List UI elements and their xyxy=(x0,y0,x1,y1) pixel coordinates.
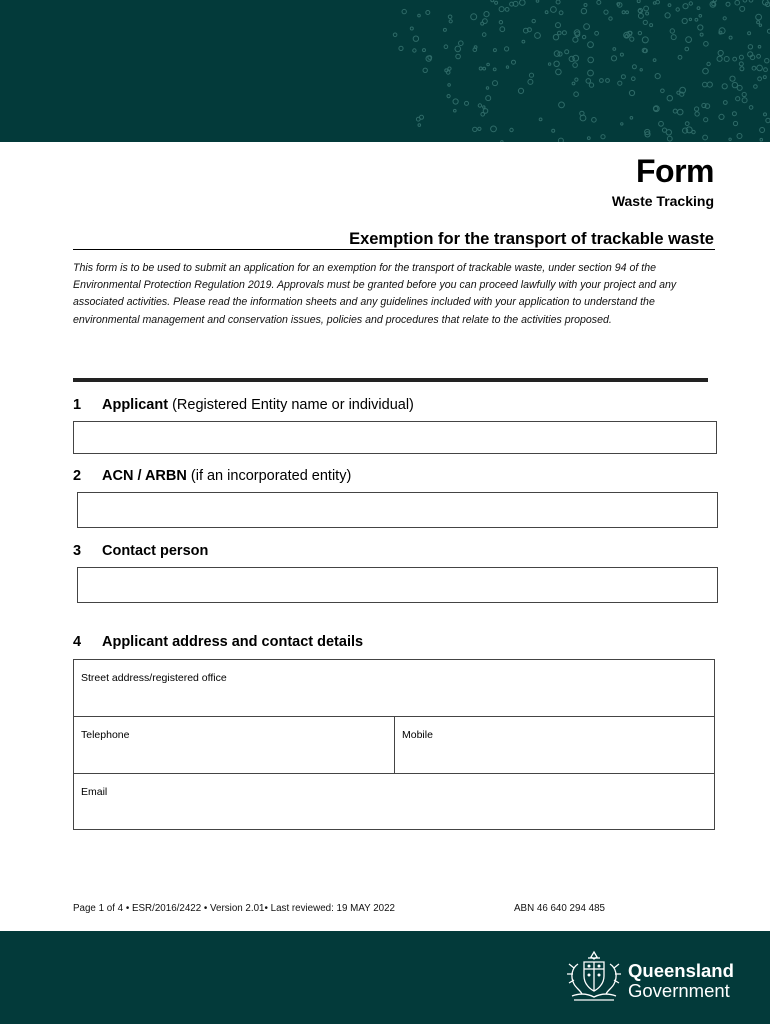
pattern-dot xyxy=(486,87,488,89)
pattern-dot xyxy=(630,117,633,120)
pattern-dot xyxy=(685,47,689,51)
pattern-dot xyxy=(667,96,672,101)
question-number: 3 xyxy=(73,543,82,559)
pattern-dot xyxy=(758,77,762,81)
pattern-dot xyxy=(695,107,699,111)
pattern-dot xyxy=(638,13,643,18)
pattern-dot xyxy=(743,0,747,2)
pattern-dot xyxy=(665,13,670,18)
question-number: 2 xyxy=(73,468,82,484)
pattern-dot xyxy=(729,138,731,140)
pattern-dot xyxy=(682,18,687,23)
pattern-dot xyxy=(455,46,461,52)
email-field[interactable] xyxy=(74,774,714,829)
pattern-dot xyxy=(703,82,708,87)
pattern-dot xyxy=(445,69,448,72)
pattern-dot xyxy=(484,12,489,17)
pattern-dot xyxy=(539,118,542,121)
pattern-dot xyxy=(766,118,770,122)
pattern-dot xyxy=(621,123,623,125)
pattern-dot xyxy=(446,71,450,75)
pattern-dot xyxy=(765,59,769,63)
pattern-dot xyxy=(642,37,648,43)
applicant-input[interactable] xyxy=(73,421,717,454)
pattern-dot xyxy=(759,24,761,26)
pattern-dot xyxy=(748,45,752,49)
telephone-label: Telephone xyxy=(81,729,130,741)
pattern-dot xyxy=(454,109,457,112)
pattern-dot xyxy=(535,33,541,39)
mobile-field[interactable] xyxy=(395,717,714,773)
pattern-dot xyxy=(587,137,590,140)
pattern-dot xyxy=(754,85,758,89)
pattern-dot xyxy=(757,54,761,58)
pattern-dot xyxy=(413,36,418,41)
pattern-dot xyxy=(676,8,679,11)
pattern-dot xyxy=(410,27,413,30)
pattern-dot xyxy=(732,112,736,116)
question-2-label xyxy=(73,468,351,484)
pattern-dot xyxy=(486,96,491,101)
pattern-dot xyxy=(698,25,703,30)
pattern-dot xyxy=(638,31,641,34)
pattern-dot xyxy=(595,31,599,35)
pattern-dot xyxy=(683,128,688,133)
dot-pattern-decoration xyxy=(0,0,770,142)
question-number: 4 xyxy=(73,634,82,650)
pattern-dot xyxy=(581,8,586,13)
pattern-dot xyxy=(444,45,448,49)
abn-number: ABN 46 640 294 485 xyxy=(514,903,605,914)
pattern-dot xyxy=(565,50,569,54)
pattern-dot xyxy=(573,37,578,42)
pattern-dot xyxy=(629,90,634,95)
pattern-dot xyxy=(655,74,660,79)
pattern-dot xyxy=(748,32,751,35)
pattern-dot xyxy=(640,69,642,71)
pattern-dot xyxy=(758,45,761,48)
pattern-dot xyxy=(447,95,450,98)
pattern-dot xyxy=(500,27,505,32)
pattern-dot xyxy=(584,4,587,7)
pattern-dot xyxy=(481,113,485,117)
pattern-dot xyxy=(505,47,509,51)
pattern-dot xyxy=(737,85,742,90)
pattern-dot xyxy=(703,68,709,74)
pattern-dot xyxy=(632,77,636,81)
pattern-dot xyxy=(556,69,562,75)
pattern-dot xyxy=(670,29,674,33)
pattern-dot xyxy=(692,130,695,133)
pattern-dot xyxy=(695,18,698,21)
pattern-dot xyxy=(556,0,560,4)
pattern-dot xyxy=(604,10,608,14)
pattern-dot xyxy=(677,109,683,115)
pattern-dot xyxy=(478,104,481,107)
pattern-dot xyxy=(653,2,656,5)
pattern-dot xyxy=(573,55,579,61)
pattern-dot xyxy=(737,134,742,139)
pattern-dot xyxy=(589,83,593,87)
pattern-dot xyxy=(756,14,762,20)
pattern-dot xyxy=(453,99,458,104)
pattern-dot xyxy=(733,57,737,61)
pattern-dot xyxy=(529,73,533,77)
pattern-dot xyxy=(512,60,516,64)
pattern-dot xyxy=(418,14,421,17)
pattern-dot xyxy=(402,9,406,13)
question-3-label xyxy=(73,543,208,559)
pattern-dot xyxy=(582,35,585,38)
pattern-dot xyxy=(707,62,710,65)
pattern-dot xyxy=(722,84,727,89)
acn-arbn-input[interactable] xyxy=(77,492,718,528)
pattern-dot xyxy=(752,66,756,70)
pattern-dot xyxy=(548,63,550,65)
pattern-dot xyxy=(518,88,523,93)
intro-paragraph: This form is to be used to submit an application for an exemption for the transport of trackable waste, under section 94 of the Environmental Protection Regulation 2019. Approvals must be granted before you can proceed lawfully with your project and any associated activities. Please read the information sheets and any guidelines included with your application to understand the environmental management and conservation issues, policies and procedures that relate to the activities proposed. xyxy=(73,262,677,326)
pattern-dot xyxy=(653,59,656,62)
page-info: Page 1 of 4 • ESR/2016/2422 • Version 2.01• Last reviewed: 19 MAY 2022 xyxy=(73,903,396,914)
pattern-dot xyxy=(668,4,671,7)
pattern-dot xyxy=(522,40,525,43)
pattern-dot xyxy=(491,126,497,132)
pattern-dot xyxy=(588,57,594,63)
pattern-dot xyxy=(646,12,649,15)
pattern-dot xyxy=(501,141,503,142)
pattern-dot xyxy=(448,15,452,19)
pattern-dot xyxy=(764,113,767,116)
pattern-dot xyxy=(586,79,591,84)
pattern-dot xyxy=(551,7,557,13)
pattern-dot xyxy=(499,7,504,12)
form-label: Form xyxy=(636,153,714,189)
pattern-dot xyxy=(637,0,640,3)
pattern-dot xyxy=(416,117,420,121)
pattern-dot xyxy=(683,4,688,9)
pattern-dot xyxy=(573,63,578,68)
pattern-dot xyxy=(689,2,692,5)
question-1-label xyxy=(73,397,414,413)
pattern-dot xyxy=(473,127,477,131)
pattern-dot xyxy=(482,33,486,37)
pattern-dot xyxy=(613,48,616,51)
question-title: Applicant address and contact details xyxy=(102,634,364,650)
pattern-dot xyxy=(736,97,740,101)
pattern-dot xyxy=(487,63,490,66)
street-address-label: Street address/registered office xyxy=(81,672,227,684)
pattern-dot xyxy=(726,2,730,6)
pattern-dot xyxy=(644,6,649,11)
pattern-dot xyxy=(558,31,562,35)
pattern-dot xyxy=(654,107,658,111)
pattern-dot xyxy=(671,35,676,40)
pattern-dot xyxy=(643,20,647,24)
pattern-dot xyxy=(700,33,703,36)
pattern-dot xyxy=(493,49,496,52)
pattern-dot xyxy=(520,0,526,5)
pattern-dot xyxy=(474,46,477,49)
pattern-dot xyxy=(554,61,559,66)
pattern-dot xyxy=(456,54,461,59)
pattern-dot xyxy=(597,0,601,4)
pattern-dot xyxy=(620,53,623,56)
queensland-coat-of-arms-icon xyxy=(564,948,624,1004)
pattern-dot xyxy=(699,15,702,18)
pattern-dot xyxy=(735,0,740,5)
pattern-dot xyxy=(545,11,548,14)
pattern-dot xyxy=(553,35,558,40)
pattern-dot xyxy=(418,124,421,127)
pattern-dot xyxy=(426,11,430,15)
pattern-dot xyxy=(493,68,496,71)
pattern-dot xyxy=(600,79,604,83)
question-title: ACN / ARBN xyxy=(102,468,187,484)
pattern-dot xyxy=(732,82,737,87)
pattern-dot xyxy=(528,79,533,84)
pattern-dot xyxy=(493,81,498,86)
page-title: Exemption for the transport of trackable waste xyxy=(349,230,714,248)
pattern-dot xyxy=(723,101,727,105)
pattern-dot xyxy=(739,55,743,59)
pattern-dot xyxy=(717,56,722,61)
pattern-dot xyxy=(742,92,746,96)
pattern-dot xyxy=(757,21,760,24)
pattern-dot xyxy=(580,115,586,121)
pattern-dot xyxy=(686,37,692,43)
question-4-label xyxy=(73,634,363,650)
pattern-dot xyxy=(659,121,664,126)
pattern-dot xyxy=(449,20,452,23)
section-divider xyxy=(73,378,708,382)
pattern-dot xyxy=(630,37,634,41)
pattern-dot xyxy=(749,0,753,2)
pattern-dot xyxy=(733,121,737,125)
mobile-label: Mobile xyxy=(402,729,433,741)
pattern-dot xyxy=(760,128,765,133)
pattern-dot xyxy=(588,70,594,76)
pattern-dot xyxy=(495,1,498,4)
pattern-dot xyxy=(697,7,700,10)
pattern-dot xyxy=(689,18,691,20)
pattern-dot xyxy=(667,136,672,141)
pattern-dot xyxy=(536,0,539,2)
pattern-dot xyxy=(712,2,715,5)
pattern-dot xyxy=(685,122,689,126)
pattern-dot xyxy=(622,11,625,14)
pattern-dot xyxy=(742,98,747,103)
pattern-dot xyxy=(678,55,682,59)
pattern-dot xyxy=(606,79,610,83)
pattern-dot xyxy=(757,65,763,71)
pattern-dot xyxy=(505,7,509,11)
pattern-dot xyxy=(465,101,469,105)
pattern-dot xyxy=(724,57,729,62)
telephone-field[interactable] xyxy=(74,717,394,773)
pattern-dot xyxy=(562,31,566,35)
pattern-dot xyxy=(479,67,482,70)
pattern-dot xyxy=(749,106,753,110)
question-title: Applicant xyxy=(102,397,169,413)
government-name-line1: Queensland xyxy=(628,960,734,981)
pattern-dot xyxy=(713,0,716,2)
pattern-dot xyxy=(584,24,590,30)
pattern-dot xyxy=(506,66,508,68)
pattern-dot xyxy=(574,92,579,97)
pattern-dot xyxy=(552,129,555,132)
pattern-dot xyxy=(763,76,766,79)
question-title: Contact person xyxy=(102,543,209,559)
pattern-dot xyxy=(730,76,735,81)
pattern-dot xyxy=(448,84,451,87)
pattern-dot xyxy=(707,82,712,87)
government-name-line2: Government xyxy=(628,980,730,1001)
pattern-dot xyxy=(650,24,653,27)
pattern-dot xyxy=(704,118,708,122)
pattern-dot xyxy=(739,62,743,66)
pattern-dot xyxy=(740,67,744,71)
pattern-dot xyxy=(471,14,477,20)
pattern-dot xyxy=(393,33,397,37)
pattern-dot xyxy=(673,109,677,113)
pattern-dot xyxy=(478,127,481,130)
pattern-dot xyxy=(661,89,665,93)
question-note: (Registered Entity name or individual) xyxy=(172,397,414,413)
pattern-dot xyxy=(423,49,426,52)
pattern-dot xyxy=(760,138,763,141)
pattern-dot xyxy=(656,0,660,4)
pattern-dot xyxy=(399,46,403,50)
email-label: Email xyxy=(81,786,108,798)
question-note: (if an incorporated entity) xyxy=(190,468,352,484)
pattern-dot xyxy=(510,128,513,131)
pattern-dot xyxy=(559,11,563,15)
pattern-dot xyxy=(572,82,575,85)
pattern-dot xyxy=(443,28,446,31)
pattern-dot xyxy=(718,50,723,55)
pattern-dot xyxy=(719,114,724,119)
pattern-dot xyxy=(499,21,502,24)
question-number: 1 xyxy=(73,397,82,413)
form-category: Waste Tracking xyxy=(611,193,714,209)
pattern-dot xyxy=(448,67,451,70)
street-address-field[interactable] xyxy=(74,660,714,716)
pattern-dot xyxy=(621,75,625,79)
pattern-dot xyxy=(588,42,594,48)
pattern-dot xyxy=(601,135,605,139)
pattern-dot xyxy=(483,106,485,108)
pattern-dot xyxy=(556,23,561,28)
pattern-dot xyxy=(695,112,699,116)
pattern-dot xyxy=(592,118,597,123)
pattern-dot xyxy=(723,17,726,20)
pattern-dot xyxy=(559,102,565,108)
pattern-dot xyxy=(704,42,709,47)
pattern-dot xyxy=(632,65,636,69)
pattern-dot xyxy=(740,6,745,11)
pattern-dot xyxy=(703,135,708,140)
pattern-dot xyxy=(491,0,494,2)
pattern-dot xyxy=(575,78,578,81)
pattern-dot xyxy=(626,11,629,14)
pattern-dot xyxy=(483,19,488,24)
pattern-dot xyxy=(764,68,768,72)
contact-person-input[interactable] xyxy=(77,567,718,603)
pattern-dot xyxy=(618,81,622,85)
pattern-dot xyxy=(558,138,563,142)
pattern-dot xyxy=(459,41,464,46)
pattern-dot xyxy=(662,128,666,132)
header-banner xyxy=(0,0,770,142)
pattern-dot xyxy=(423,68,427,72)
pattern-dot xyxy=(609,17,612,20)
pattern-dot xyxy=(729,36,732,39)
title-divider xyxy=(73,249,715,250)
address-details-table xyxy=(73,659,715,830)
pattern-dot xyxy=(413,49,416,52)
pattern-dot xyxy=(611,56,616,61)
pattern-dot xyxy=(532,19,535,22)
pattern-dot xyxy=(483,67,486,70)
